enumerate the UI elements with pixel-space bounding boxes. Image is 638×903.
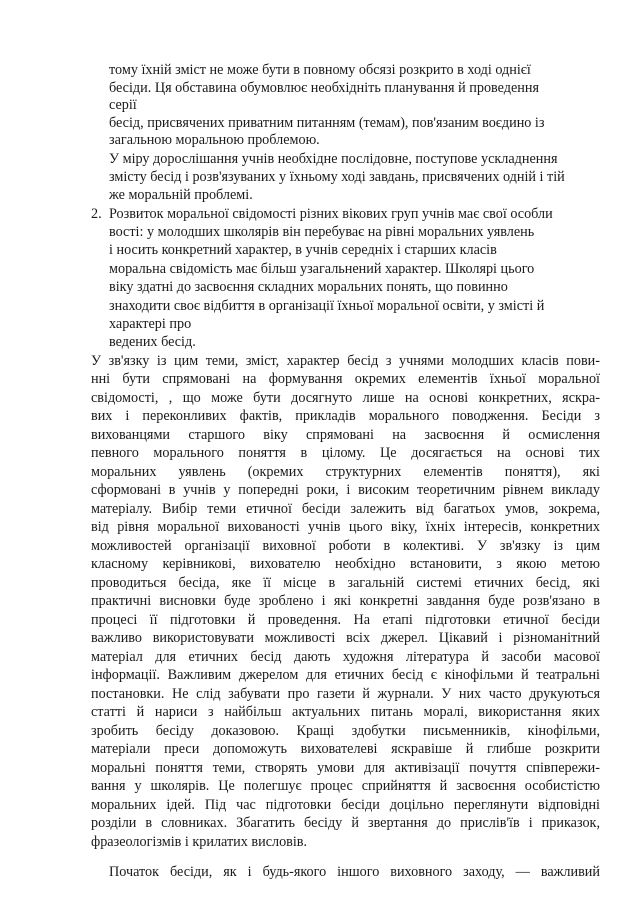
text-line: моральних уявлень (окремих структурних елементів поняття), які (91, 464, 600, 480)
text-line: вання у школярів. Це полегшує процес сприйняття й засвоєння особистістю (91, 778, 600, 794)
text-line: сформовані в учнів у попередні роки, і високим теоретичним рівнем викладу (91, 482, 600, 498)
text-line: вості: у молодших школярів він перебуває на рівні моральних уявлень (109, 224, 535, 240)
text-line: моральна свідомість має більш узагальнений характер. Школярі цього (109, 261, 535, 277)
text-line: тому їхній зміст не може бути в повному обсязі розкрито в ході однієї (109, 62, 531, 78)
text-line: Розвиток моральної свідомості різних вікових груп учнів має свої особли (109, 206, 553, 222)
text-line: розділи в словниках. Збагатить бесіду й звертання до прислів'їв і приказок, (91, 815, 600, 831)
text-line: характері про (109, 316, 192, 332)
text-line: певного морального поняття в цілому. Це досягається на основі тих (91, 445, 600, 461)
text-line: важливо використовувати можливості всіх джерел. Цікавий і різноманітний (91, 630, 600, 646)
text-line: бесід, присвячених приватним питанням (темам), пов'язаним воєдино із (109, 115, 545, 131)
text-line: У зв'язку із цим теми, зміст, характер бесід з учнями молодших класів пови- (91, 353, 600, 369)
text-line: матеріал для етичних бесід дають художня література й засоби масової (91, 649, 600, 665)
text-line: змісту бесід і розв'язуваних у їхньому ході завдань, присвячених одній і тій (109, 169, 565, 185)
text-line: від рівня моральної вихованості учнів цього віку, їхніх інтересів, конкретних (91, 519, 600, 535)
text-line: моральні поняття теми, створять умови для активізації почуття співпережи- (91, 760, 600, 776)
text-line: матеріали преси допоможуть вихователеві яскравіше й глибше розкрити (91, 741, 600, 757)
text-line: класному керівникові, вихователю необхідно встановити, з якою метою (91, 556, 600, 572)
text-line: і носить конкретний характер, в учнів середніх і старших класів (109, 242, 497, 258)
text-line: матеріалу. Вибір теми етичної бесіди залежить від багатьох умов, зокрема, (91, 501, 600, 517)
text-line: постановки. Не слід забувати про газети й журнали. У них часто друкуються (91, 686, 600, 702)
text-line: фразеологізмів і крилатих висловів. (91, 834, 308, 850)
text-line: свідомості, , що може бути досягнуто лише на основі конкретних, яскра- (91, 390, 600, 406)
text-line: статті й нариси з найбільш актуальних питань моралі, використання яких (91, 704, 600, 720)
text-line: вихованцями старшого віку спрямовані на засвоєння й осмислення (91, 427, 600, 443)
text-line: можливостей організації виховної роботи в колективі. У зв'язку із цим (91, 538, 600, 554)
text-line: же моральній проблемі. (109, 187, 253, 203)
text-line: нні бути спрямовані на формування окремих елементів їхньої моральної (91, 371, 600, 387)
text-line: знаходити своє відбиття в організації їхньої моральної освіти, у змісті й (109, 298, 545, 314)
text-line: проводиться бесіда, яке її місце в загальній системі етичних бесід, які (91, 575, 600, 591)
text-line: віку здатні до засвоєння складних моральних понять, що повинно (109, 279, 508, 295)
text-line: практичні висновки буде зроблено і які конкретні завдання буде розв'язано в (91, 593, 600, 609)
text-line: процесі її підготовки й проведення. На етапі підготовки етичної бесіди (91, 612, 600, 628)
text-line: серії (109, 97, 137, 113)
text-line: загальною моральною проблемою. (109, 132, 320, 148)
list-item-number: 2. (91, 206, 102, 222)
text-line: моральних ідей. Під час підготовки бесіди доцільно переглянути відповідні (91, 797, 600, 813)
text-line: Початок бесіди, як і будь-якого іншого виховного заходу, — важливий (109, 864, 600, 880)
text-line: інформації. Важливим джерелом для етичних бесід є кінофільми й театральні (91, 667, 600, 683)
text-line: бесіди. Ця обставина обумовлює необхідніть планування й проведення (109, 80, 539, 96)
text-line: вих і переконливих фактів, прикладів морального поводження. Бесіди з (91, 408, 600, 424)
text-line: зробить бесіду доказовою. Кращі здобутки письменників, кінофільми, (91, 723, 600, 739)
text-line: ведених бесід. (109, 334, 196, 350)
text-line: У міру дорослішання учнів необхідне послідовне, поступове ускладнення (109, 151, 558, 167)
